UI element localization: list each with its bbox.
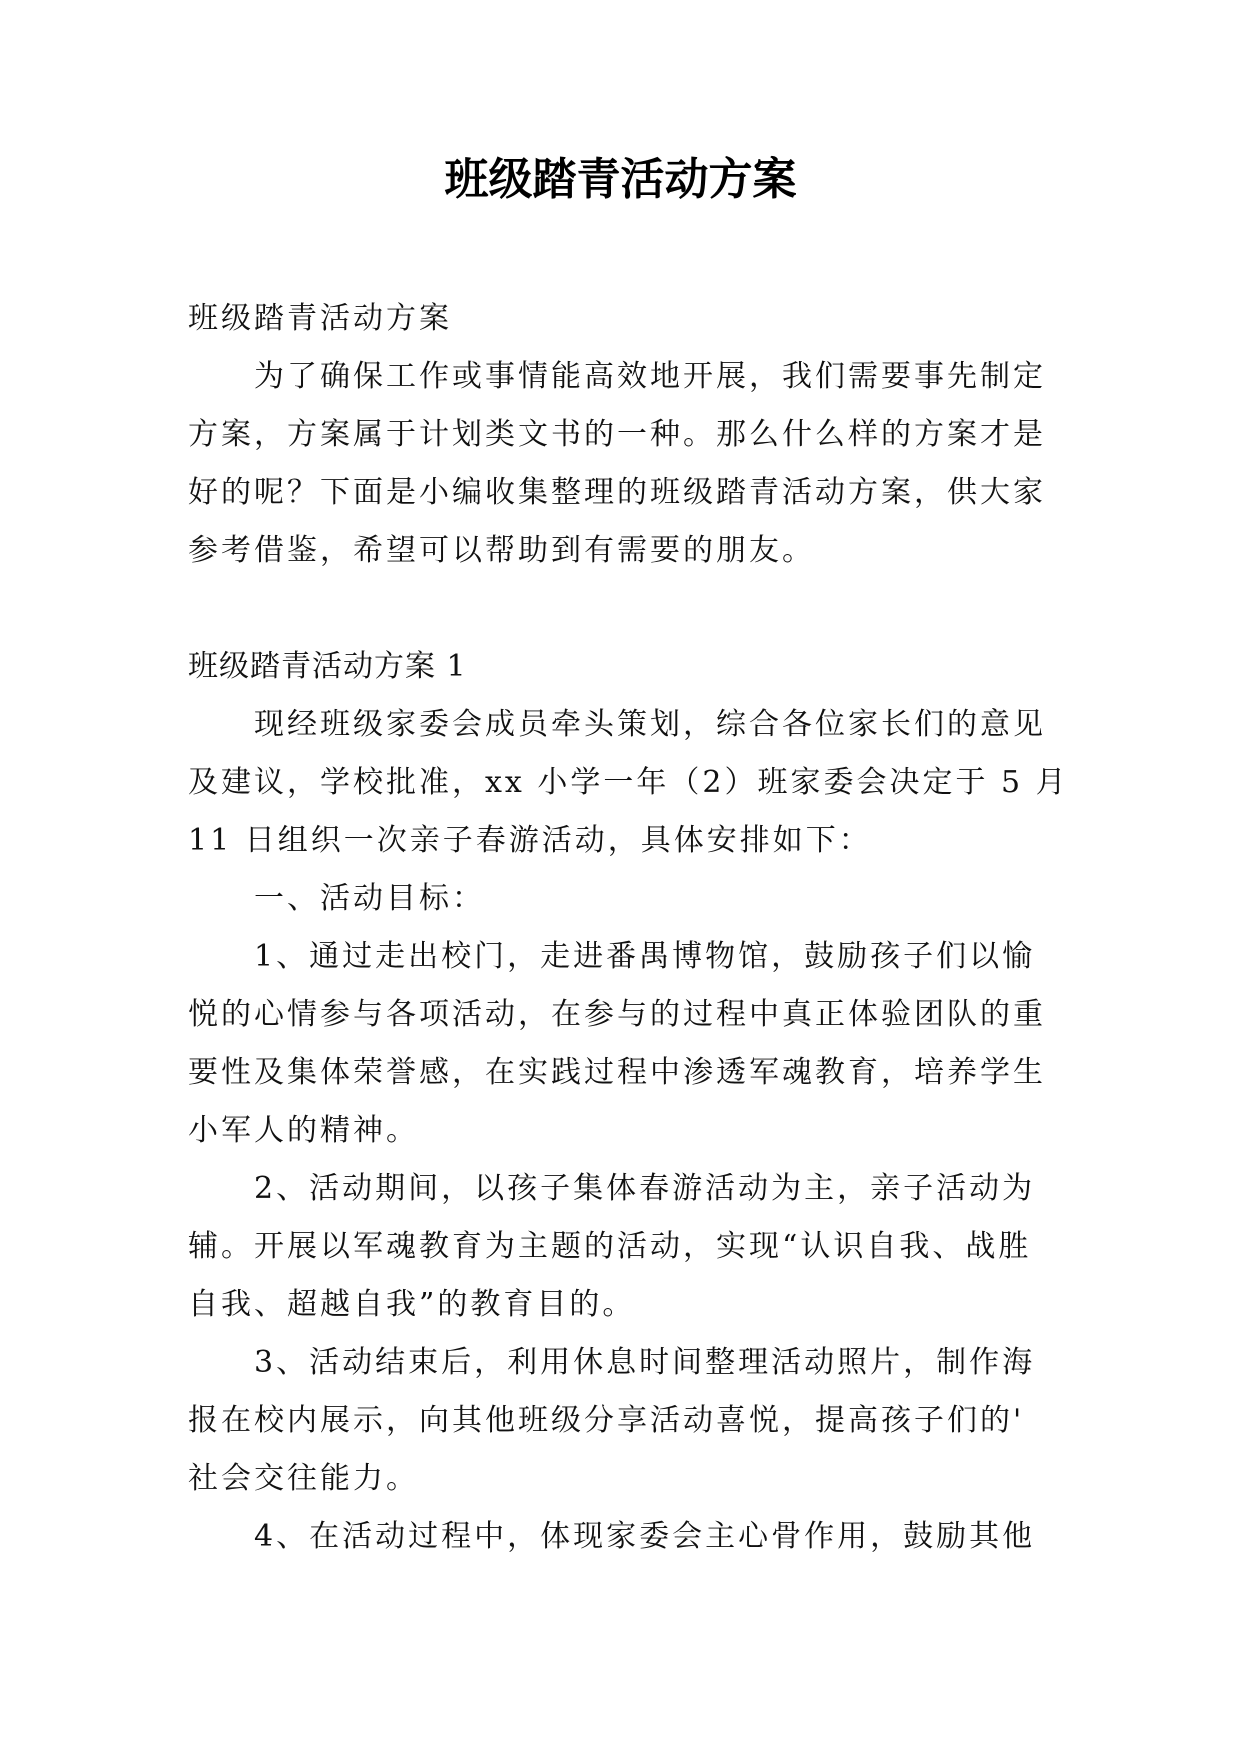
section-paragraph-line: 现经班级家委会成员牵头策划，综合各位家长们的意见 — [188, 707, 1046, 742]
goal-3-line: 3、活动结束后，利用休息时间整理活动照片，制作海 — [188, 1345, 1036, 1380]
goal-1-line: 小军人的精神。 — [188, 1113, 419, 1148]
section-paragraph-line: 及建议，学校批准，xx 小学一年（2）班家委会决定于 5 月 — [188, 765, 1069, 800]
goal-2-line: 辅。开展以军魂教育为主题的活动，实现“认识自我、战胜 — [188, 1229, 1032, 1264]
goal-1-line: 要性及集体荣誉感，在实践过程中渗透军魂教育，培养学生 — [188, 1055, 1046, 1090]
intro-heading: 班级踏青活动方案 — [188, 301, 452, 336]
intro-paragraph-line: 方案，方案属于计划类文书的一种。那么什么样的方案才是 — [188, 417, 1046, 452]
document-body — [188, 290, 1069, 1566]
section-heading: 班级踏青活动方案 1 — [188, 649, 467, 684]
goal-4-line: 4、在活动过程中，体现家委会主心骨作用，鼓励其他 — [188, 1519, 1036, 1554]
intro-paragraph-line: 为了确保工作或事情能高效地开展，我们需要事先制定 — [188, 359, 1046, 394]
paragraph-spacer — [188, 580, 1048, 638]
goal-2-line: 自我、超越自我”的教育目的。 — [188, 1287, 636, 1322]
goal-1-line: 悦的心情参与各项活动，在参与的过程中真正体验团队的重 — [188, 997, 1046, 1032]
goals-heading: 一、活动目标： — [188, 881, 485, 916]
goal-2-line: 2、活动期间，以孩子集体春游活动为主，亲子活动为 — [188, 1171, 1036, 1206]
goal-3-line: 报在校内展示，向其他班级分享活动喜悦，提高孩子们的' — [188, 1403, 1025, 1438]
intro-paragraph-line: 好的呢？下面是小编收集整理的班级踏青活动方案，供大家 — [188, 475, 1046, 510]
document-title: 班级踏青活动方案 — [444, 154, 797, 205]
goal-3-line: 社会交往能力。 — [188, 1461, 419, 1496]
section-paragraph-line: 11 日组织一次亲子春游活动，具体安排如下： — [188, 823, 872, 858]
intro-paragraph-line: 参考借鉴，希望可以帮助到有需要的朋友。 — [188, 533, 815, 568]
goal-1-line: 1、通过走出校门，走进番禺博物馆，鼓励孩子们以愉 — [188, 939, 1036, 974]
